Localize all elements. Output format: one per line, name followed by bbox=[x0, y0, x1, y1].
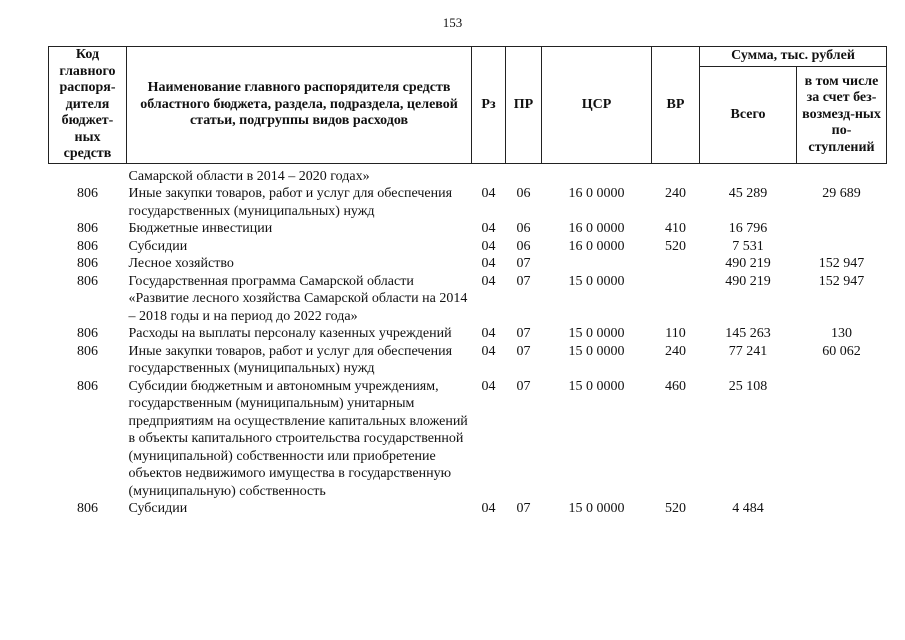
cell-vr: 110 bbox=[665, 326, 686, 341]
cell-name: Иные закупки товаров, работ и услуг для обеспечения государственных (муниципальных) нужд bbox=[128, 343, 453, 376]
cell-name: Государственная программа Самарской области «Развитие лесного хозяйства Самарской области на 2014 – 2018 годы и на период до 2022 года» bbox=[128, 273, 468, 324]
cell-total: 25 108 bbox=[728, 378, 768, 394]
table-row bbox=[49, 273, 887, 326]
page-number: 153 bbox=[442, 15, 463, 30]
cell-name: Самарской области в 2014 – 2020 годах» bbox=[128, 168, 370, 184]
cell-pr: 07 bbox=[516, 326, 531, 341]
cell-name: Субсидии bbox=[128, 238, 188, 254]
cell-grant bbox=[797, 378, 887, 501]
table-row bbox=[49, 500, 887, 518]
cell-rz: 04 bbox=[481, 186, 496, 201]
cell-rz: 04 bbox=[481, 501, 496, 516]
cell-rz: 04 bbox=[481, 238, 496, 254]
cell-vr bbox=[652, 168, 700, 186]
cell-rz: 04 bbox=[481, 256, 496, 271]
cell-code bbox=[49, 168, 127, 186]
cell-grant bbox=[797, 168, 887, 186]
cell-vr bbox=[652, 255, 700, 273]
header-total: Всего bbox=[700, 67, 797, 164]
cell-pr bbox=[506, 168, 542, 186]
cell-total: 145 263 bbox=[725, 326, 771, 341]
cell-vr: 240 bbox=[665, 343, 686, 359]
cell-csr: 15 0 0000 bbox=[568, 343, 625, 359]
cell-name: Лесное хозяйство bbox=[128, 256, 234, 271]
header-vr: ВР bbox=[652, 47, 700, 164]
cell-total: 490 219 bbox=[725, 256, 771, 271]
table-row bbox=[49, 343, 887, 378]
cell-csr: 15 0 0000 bbox=[568, 273, 625, 289]
cell-grant bbox=[797, 238, 887, 256]
cell-vr: 520 bbox=[665, 501, 686, 516]
cell-total bbox=[700, 168, 797, 186]
cell-total: 16 796 bbox=[728, 221, 768, 236]
cell-pr: 06 bbox=[516, 238, 531, 254]
header-pr: ПР bbox=[506, 47, 542, 164]
cell-total: 4 484 bbox=[732, 501, 764, 516]
table-body bbox=[49, 163, 887, 518]
cell-rz bbox=[472, 168, 506, 186]
header-rz: Рз bbox=[472, 47, 506, 164]
cell-grant: 152 947 bbox=[818, 273, 865, 289]
cell-total: 7 531 bbox=[732, 238, 764, 254]
cell-pr: 06 bbox=[516, 186, 531, 201]
cell-csr bbox=[542, 168, 652, 186]
cell-csr: 15 0 0000 bbox=[568, 501, 625, 516]
cell-name: Субсидии bbox=[128, 501, 188, 516]
cell-csr: 16 0 0000 bbox=[568, 238, 625, 254]
cell-pr: 07 bbox=[516, 256, 531, 271]
cell-vr bbox=[652, 273, 700, 326]
cell-total: 490 219 bbox=[725, 273, 771, 289]
table-row bbox=[49, 255, 887, 273]
table-row bbox=[49, 238, 887, 256]
cell-pr: 07 bbox=[516, 273, 531, 289]
cell-vr: 520 bbox=[665, 238, 686, 254]
cell-vr: 410 bbox=[665, 221, 686, 236]
header-csr: ЦСР bbox=[542, 47, 652, 164]
cell-code: 806 bbox=[77, 501, 98, 516]
cell-rz: 04 bbox=[481, 273, 496, 289]
cell-rz: 04 bbox=[481, 343, 496, 359]
cell-vr: 460 bbox=[665, 378, 686, 394]
cell-code: 806 bbox=[77, 326, 98, 341]
cell-csr: 15 0 0000 bbox=[568, 378, 625, 394]
cell-rz: 04 bbox=[481, 221, 496, 236]
header-grant: в том числе за счет без-возмезд-ных по-ступлений bbox=[797, 67, 887, 164]
table-header bbox=[49, 47, 887, 164]
cell-name: Субсидии бюджетным и автономным учреждениям, государственным (муниципальным) унитарным предприятиям на осуществление капитальных вложений в объекты капитального строительства государственной (муниципальной) собственности или приобретение объектов недвижимого имущества в государственную (муниципальную) собственность bbox=[128, 378, 468, 499]
cell-name: Иные закупки товаров, работ и услуг для обеспечения государственных (муниципальных) нужд bbox=[128, 186, 453, 219]
cell-pr: 06 bbox=[516, 221, 531, 236]
cell-total: 77 241 bbox=[728, 343, 768, 359]
cell-grant: 60 062 bbox=[822, 343, 861, 359]
cell-name: Расходы на выплаты персоналу казенных учреждений bbox=[128, 326, 452, 341]
cell-grant: 152 947 bbox=[818, 256, 865, 271]
cell-pr: 07 bbox=[516, 343, 531, 359]
cell-csr: 16 0 0000 bbox=[568, 221, 625, 236]
cell-code: 806 bbox=[77, 256, 98, 271]
cell-total: 45 289 bbox=[728, 186, 768, 201]
table-row bbox=[49, 168, 887, 186]
cell-csr bbox=[542, 255, 652, 273]
table-row bbox=[49, 378, 887, 501]
cell-pr: 07 bbox=[516, 501, 531, 516]
cell-grant: 130 bbox=[831, 326, 852, 341]
header-code: Код главного распоря-дителя бюджет-ных средств bbox=[49, 47, 127, 164]
header-sum: Сумма, тыс. рублей bbox=[700, 47, 887, 67]
cell-grant: 29 689 bbox=[822, 186, 861, 201]
cell-rz: 04 bbox=[481, 326, 496, 341]
header-name: Наименование главного распорядителя средств областного бюджета, раздела, подраздела, целевой статьи, подгруппы видов расходов bbox=[127, 47, 472, 164]
cell-code: 806 bbox=[77, 238, 98, 254]
cell-pr: 07 bbox=[516, 378, 531, 394]
cell-code: 806 bbox=[77, 273, 98, 289]
cell-code: 806 bbox=[77, 343, 98, 359]
cell-grant bbox=[797, 500, 887, 518]
table-row bbox=[49, 325, 887, 343]
cell-code: 806 bbox=[77, 378, 98, 394]
cell-rz: 04 bbox=[481, 378, 496, 394]
cell-csr: 15 0 0000 bbox=[568, 326, 625, 341]
budget-table bbox=[48, 46, 887, 518]
cell-code: 806 bbox=[77, 221, 98, 236]
table-row bbox=[49, 185, 887, 220]
cell-csr: 16 0 0000 bbox=[568, 186, 625, 201]
cell-code: 806 bbox=[77, 186, 98, 201]
cell-vr: 240 bbox=[665, 186, 686, 201]
table-row bbox=[49, 220, 887, 238]
cell-grant bbox=[797, 220, 887, 238]
cell-name: Бюджетные инвестиции bbox=[128, 221, 273, 236]
